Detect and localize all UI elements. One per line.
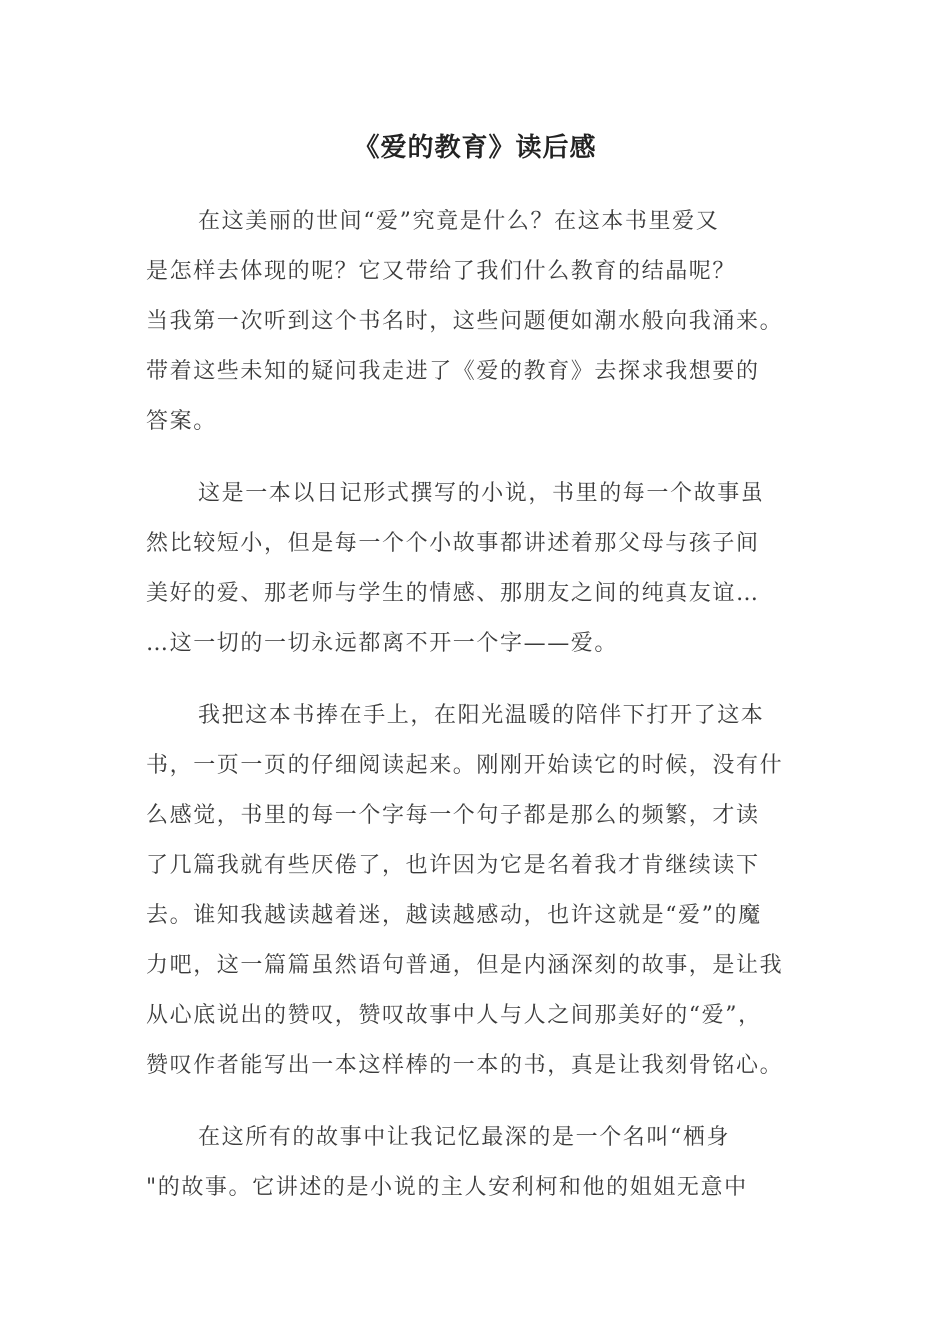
paragraph-2-line-1: 这是一本以日记形式撰写的小说，书里的每一个故事虽 xyxy=(198,481,765,506)
paragraph-1-line-2: 是怎样去体现的呢？它又带给了我们什么教育的结晶呢？ xyxy=(146,259,737,284)
paragraph-3-line-1: 我把这本书捧在手上，在阳光温暖的陪伴下打开了这本 xyxy=(198,703,765,728)
paragraph-1-line-3: 当我第一次听到这个书名时，这些问题便如潮水般向我涌来。 xyxy=(146,309,784,334)
document-title: 《爱的教育》读后感 xyxy=(353,133,597,163)
paragraph-3-line-2: 书，一页一页的仔细阅读起来。刚刚开始读它的时候，没有什 xyxy=(146,753,784,778)
paragraph-1-line-4: 带着这些未知的疑问我走进了《爱的教育》去探求我想要的 xyxy=(146,359,760,384)
paragraph-4-line-2: "的故事。它讲述的是小说的主人安利柯和他的姐姐无意中 xyxy=(146,1175,748,1200)
paragraph-3-line-3: 么感觉，书里的每一个字每一个句子都是那么的频繁，才读 xyxy=(146,803,760,828)
paragraph-3-line-4: 了几篇我就有些厌倦了，也许因为它是名着我才肯继续读下 xyxy=(146,853,760,878)
paragraph-2-line-2: 然比较短小，但是每一个个小故事都讲述着那父母与孩子间 xyxy=(146,531,760,556)
paragraph-2-line-3: 美好的爱、那老师与学生的情感、那朋友之间的纯真友谊… xyxy=(146,581,760,606)
paragraph-3-line-5: 去。谁知我越读越着迷，越读越感动，也许这就是“爱”的魔 xyxy=(146,903,762,928)
paragraph-3-line-8: 赞叹作者能写出一本这样棒的一本的书，真是让我刻骨铭心。 xyxy=(146,1053,784,1078)
paragraph-4-line-1: 在这所有的故事中让我记忆最深的是一个名叫“栖身 xyxy=(198,1125,731,1150)
paragraph-3-line-6: 力吧，这一篇篇虽然语句普通，但是内涵深刻的故事，是让我 xyxy=(146,953,784,978)
paragraph-2-line-4: …这一切的一切永远都离不开一个字——爱。 xyxy=(146,631,619,656)
paragraph-3-line-7: 从心底说出的赞叹，赞叹故事中人与人之间那美好的“爱”， xyxy=(146,1003,762,1028)
paragraph-1-line-1: 在这美丽的世间“爱”究竟是什么？在这本书里爱又 xyxy=(198,209,720,234)
paragraph-1-line-5: 答案。 xyxy=(146,409,217,434)
